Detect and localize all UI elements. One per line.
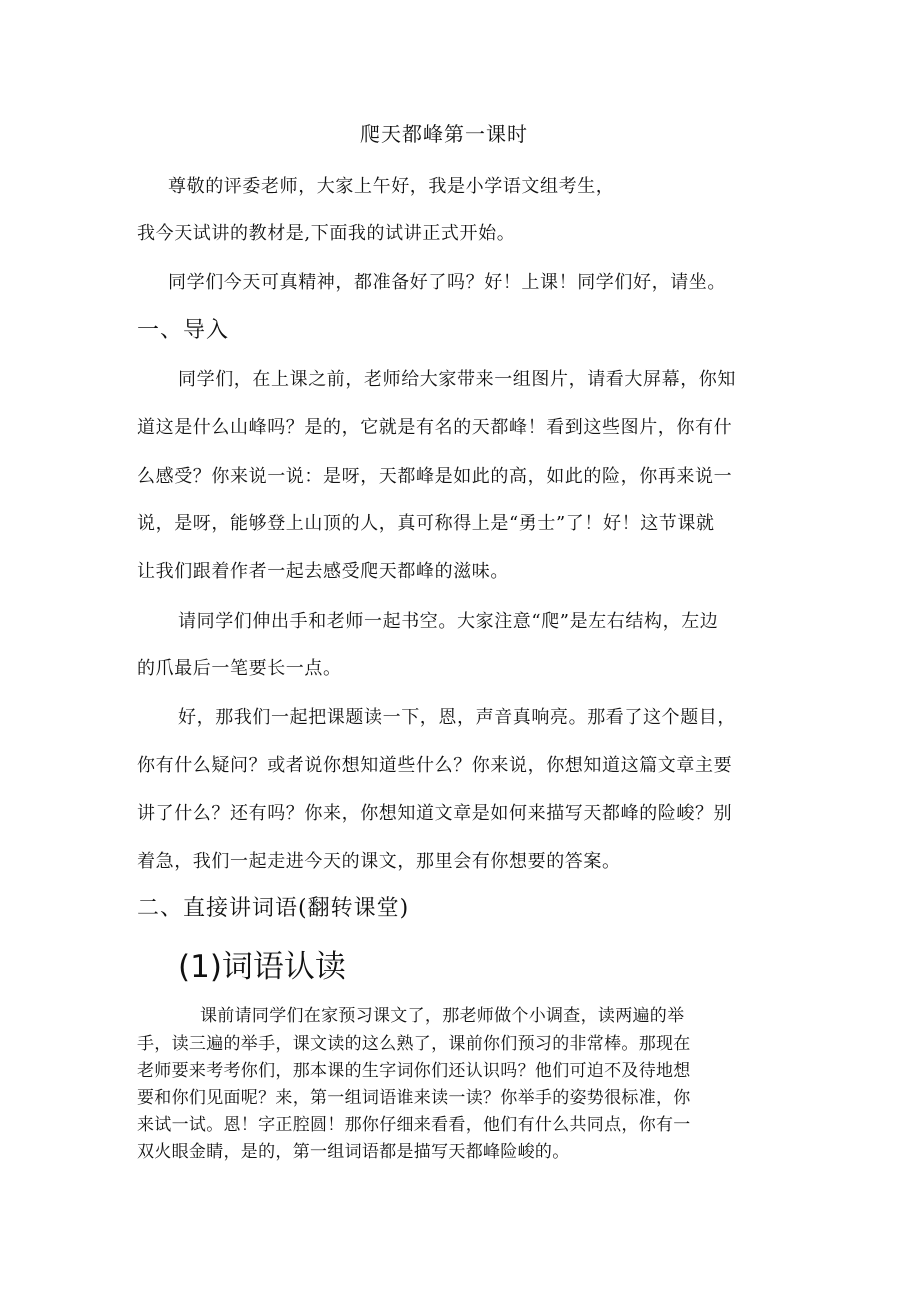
section1-heading: 一、导入 [137,318,230,343]
paragraph-line: 说，是呀，能够登上山顶的人，真可称得上是“勇士”了！好！这节课就 [137,513,715,534]
paragraph-line: 手，读三遍的举手，课文读的这么熟了，课前你们预习的非常棒。那现在 [137,1034,691,1054]
document-title: 爬天都峰第一课时 [360,122,528,146]
section2-subheading: (1)词语认读 [178,949,346,985]
opening-line: 我今天试讲的教材是,下面我的试讲正式开始。 [137,223,516,244]
paragraph-line: 着急，我们一起走进今天的课文，那里会有你想要的答案。 [137,851,621,872]
paragraph-line: 你有什么疑问？或者说你想知道些什么？你来说，你想知道这篇文章主要 [137,755,733,776]
paragraph-line: 课前请同学们在家预习课文了，那老师做个小调查，读两遍的举 [200,1006,685,1026]
section2-heading: 二、直接讲词语(翻转课堂) [137,896,410,921]
paragraph-line: 老师要来考考你们，那本课的生字词你们还认识吗？他们可迫不及待地想 [137,1061,691,1081]
paragraph-line: 讲了什么？还有吗？你来，你想知道文章是如何来描写天都峰的险峻？别 [137,803,733,824]
paragraph-line: 双火眼金睛，是的，第一组词语都是描写天都峰险峻的。 [137,1142,570,1162]
paragraph-line: 道这是什么山峰吗？是的，它就是有名的天都峰！看到这些图片，你有什 [137,417,733,438]
paragraph-line: 同学们，在上课之前，老师给大家带来一组图片，请看大屏幕，你知 [178,369,736,390]
paragraph-line: 来试一试。恩！字正腔圆！那你仔细来看看，他们有什么共同点，你有一 [137,1115,691,1135]
paragraph-line: 要和你们见面呢？来，第一组词语谁来读一读？你举手的姿势很标准，你 [137,1088,691,1108]
paragraph-line: 让我们跟着作者一起去感受爬天都峰的滋味。 [137,561,509,582]
opening-line: 同学们今天可真精神，都准备好了吗？好！上课！同学们好，请坐。 [168,272,726,293]
opening-line: 尊敬的评委老师，大家上午好，我是小学语文组考生， [168,176,615,197]
paragraph-line: 的爪最后一笔要长一点。 [137,658,342,679]
paragraph-line: 好，那我们一起把课题读一下，恩，声音真响亮。那看了这个题目， [178,707,736,728]
paragraph-line: 么感受？你来说一说：是呀，天都峰是如此的高，如此的险，你再来说一 [137,466,733,487]
paragraph-line: 请同学们伸出手和老师一起书空。大家注意“爬”是左右结构，左边 [178,611,719,632]
